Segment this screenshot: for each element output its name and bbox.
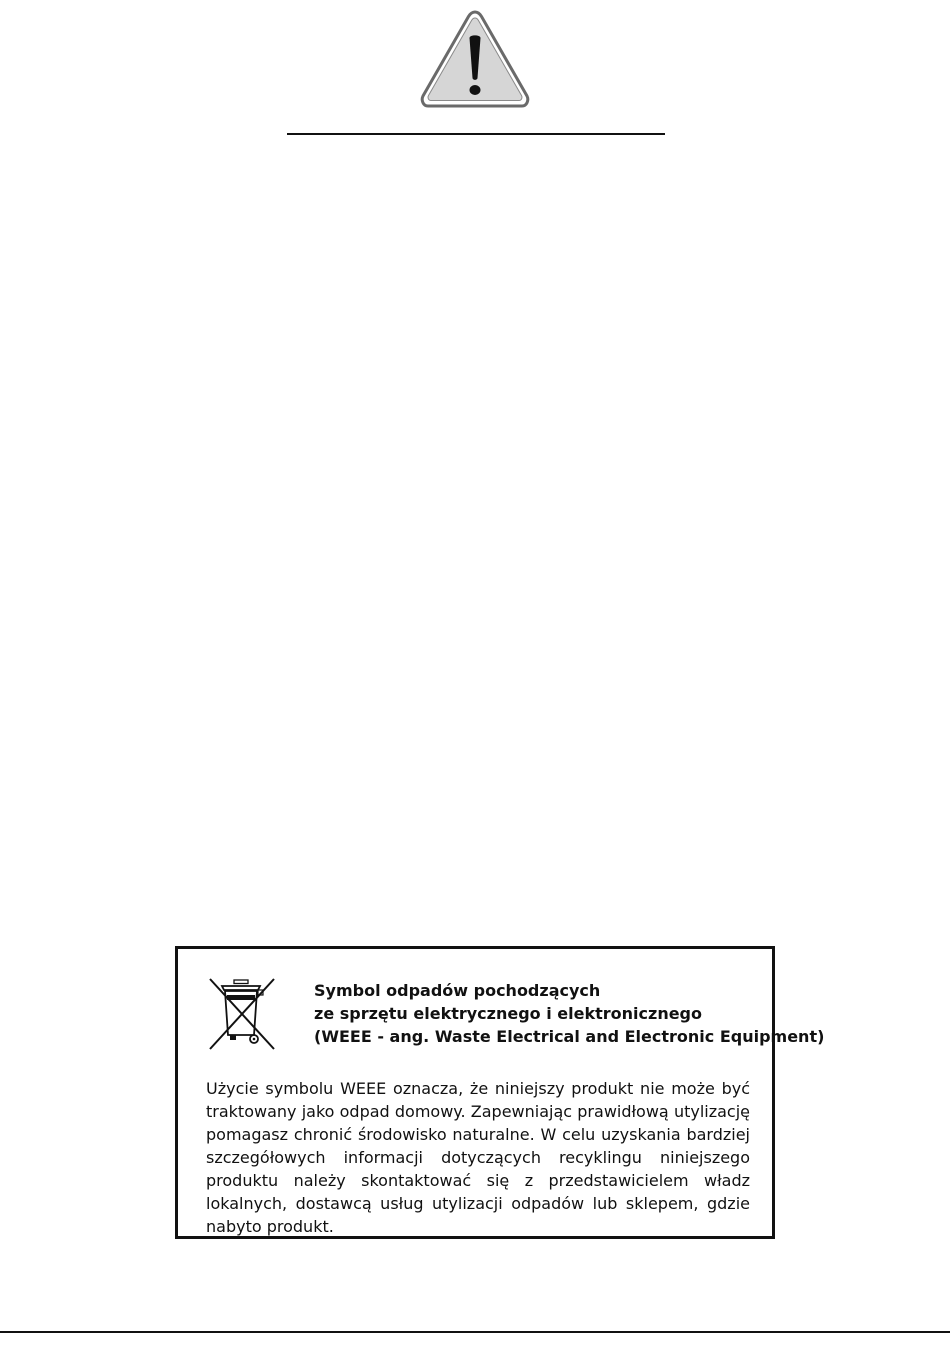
weee-heading-line-1: Symbol odpadów pochodzących xyxy=(314,981,601,1000)
weee-heading-line-3: (WEEE - ang. Waste Electrical and Electronic Equipment) xyxy=(314,1027,825,1046)
weee-heading-line-2: ze sprzętu elektrycznego i elektronicznego xyxy=(314,1004,702,1023)
weee-body-text: Użycie symbolu WEEE oznacza, że niniejszy produkt nie może być traktowany jako odpad domowy. Zapewniając prawidłową utylizację pomagasz chronić środowisko naturalne. W celu uzyskania bardziej szczegółowych informacji dotyczących recyklingu niniejszego produktu należy skontaktować się z przedstawicielem władz lokalnych, dostawcą usług utylizacji odpadów lub sklepem, gdzie nabyto produkt. xyxy=(206,1079,750,1236)
top-divider xyxy=(287,133,665,135)
bottom-divider xyxy=(0,1331,950,1333)
weee-notice-box xyxy=(175,946,825,1239)
crossed-out-wheelie-bin-icon xyxy=(208,977,278,1053)
weee-heading xyxy=(314,979,825,1048)
warning-triangle-icon xyxy=(418,8,532,110)
